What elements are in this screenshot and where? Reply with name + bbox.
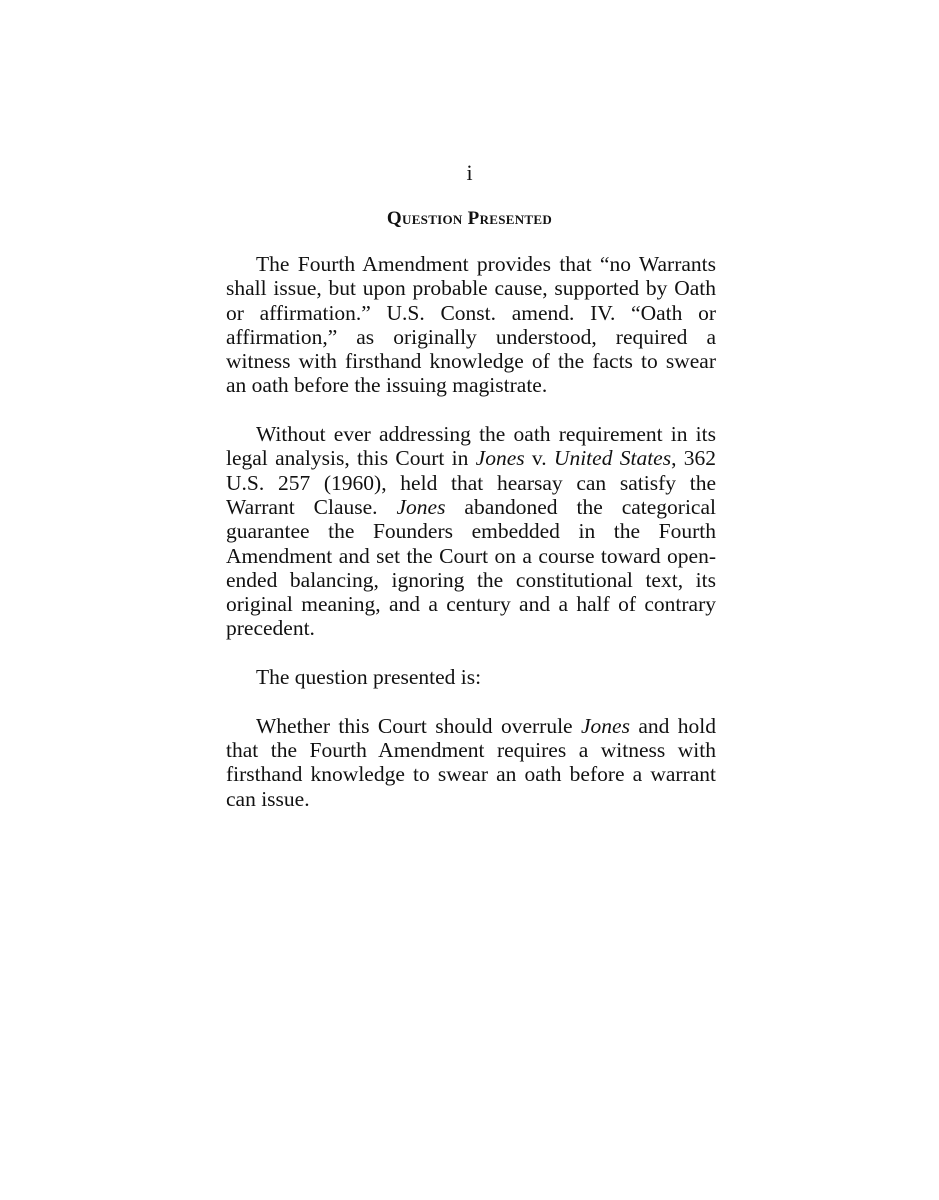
question-presented-body: [226, 252, 716, 811]
paragraph-text: , 362 U.S. 257 (1960), held that hearsay can satisfy the Warrant Clause.: [226, 446, 717, 519]
paragraph-text: abandoned the categorical guarantee the Founders embedded in the Fourth Amendment and set the Court on a course toward open-ended balancing, ignoring the constitutional text, its original meaning, and a century and a half of contrary precedent.: [226, 494, 716, 641]
paragraph-question: [226, 714, 716, 811]
case-name-united-states: United States: [553, 446, 672, 471]
section-heading: Question Presented: [386, 208, 553, 229]
case-name-jones: Jones: [580, 713, 630, 738]
case-name-jones: Jones: [396, 494, 446, 519]
paragraph-text: Without ever addressing the oath requirement in its legal analysis, this Court in: [226, 422, 716, 471]
paragraph-text: and hold that the Fourth Amendment requires a witness with firsthand knowledge to swear an oath before a warrant can issue.: [226, 713, 716, 811]
paragraph-text: v.: [524, 446, 554, 471]
case-name-jones: Jones: [475, 446, 525, 471]
paragraph-jones-holding: [226, 422, 716, 641]
paragraph-fourth-amendment: The Fourth Amendment provides that “no Warrants shall issue, but upon probable cause, supported by Oath or affirmation.” U.S. Const. amend. IV. “Oath or affirmation,” as originally understood, required a witness with firsthand knowledge of the facts to swear an oath before the issuing magistrate.: [226, 252, 716, 398]
paragraph-question-intro: The question presented is:: [256, 665, 482, 690]
paragraph-text: Whether this Court should overrule: [256, 713, 581, 738]
page-number: i: [466, 160, 473, 185]
